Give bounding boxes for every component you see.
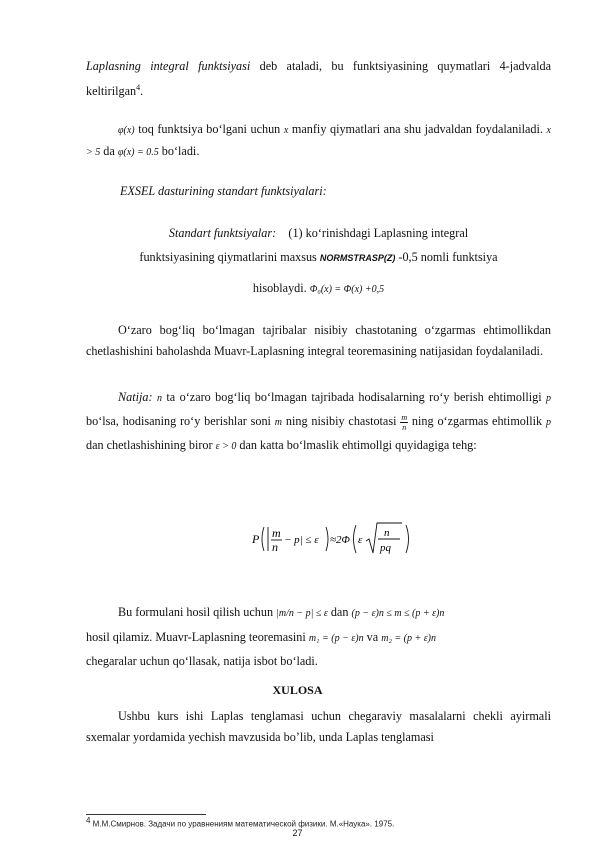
page-number: 27 <box>292 828 303 838</box>
formula-svg <box>250 515 420 563</box>
footnote-separator <box>86 814 206 815</box>
formula-m: m <box>272 526 281 540</box>
math-phi0: Φ₀(x) = Φ(x) +0,5 <box>309 284 385 295</box>
formula-approx: ≈2Φ <box>330 534 350 546</box>
math-m2: m₂ = (p + ε)n <box>381 633 437 644</box>
math-phi-05: φ(x) = 0.5 <box>117 147 159 158</box>
math-phi-x: φ(x) <box>118 125 135 136</box>
paragraph-conclusion: Ushbu kurs ishi Laplas tenglamasi uchun chegaraviy masalalarni chekli ayirmali sxemalar yordamida yechish mavzusida bo’lib, unda Laplas tenglamasi <box>86 709 551 744</box>
math-range: (p − ε)n ≤ m ≤ (p + ε)n <box>351 608 445 619</box>
formula-sqrt-n: n <box>384 527 390 539</box>
formula-n: n <box>272 540 278 554</box>
math-fraction-m-n: $\frac{m}{n}$ <box>401 412 408 432</box>
math-x: x <box>283 125 289 136</box>
paragraph-laplace-integral: Laplasning integral funktsiyasi deb ataladi, bu funktsiyasining quymatlari 4-jadvalda keltirilgan$^4$. <box>86 59 552 99</box>
formula-main <box>250 515 420 568</box>
formula-mid: − p| ≤ ε <box>284 534 319 546</box>
math-x-gt-5: x > 5 <box>86 125 551 158</box>
natija-label: Natija: <box>118 390 153 404</box>
math-inequality: |m/n − p| ≤ ε <box>276 608 328 619</box>
paragraph-odd-function: φ(x) toq funktsiya bo‘lgani uchun x manfiy qiymatlari ana shu jadvaldan foydalaniladi. x > 5 da φ(x) = 0.5 bo‘ladi. <box>86 122 551 158</box>
footnote: $^4$ М.М.Смирнов. Задачи по уравнениям математической физики. М.«Наука». 1975. <box>86 816 395 829</box>
standart-label: Standart funktsiyalar: <box>168 226 277 240</box>
paragraph-proof: Bu formulani hosil qilish uchun |m/n − p| ≤ ε dan (p − ε)n ≤ m ≤ (p + ε)n <box>118 605 445 619</box>
formula-sqrt-pq: pq <box>380 542 391 554</box>
formula-eps: ε <box>358 534 363 546</box>
section-heading-xulosa: XULOSA <box>272 683 323 697</box>
paragraph-proof-cont: hosil qilamiz. Muavr-Laplasning teoremasini m₁ = (p − ε)n va m₂ = (p + ε)n chegaralar uchun qo‘llasak, natija isbot bo‘ladi. <box>86 630 437 668</box>
standart-functions-line2: funktsiyasining qiymatlarini maxsus NORMSTRASP(Z) -0,5 nomli funktsiya <box>139 250 498 264</box>
formula-P: P <box>252 532 260 546</box>
term-laplace-integral: Laplasning integral funktsiyasi <box>86 59 251 73</box>
standart-functions-line1: Standart funktsiyalar: (1) ko‘rinishdagi Laplasning integral <box>168 226 469 240</box>
math-m1: m₁ = (p − ε)n <box>308 633 364 644</box>
standart-functions-line3: hisoblaydi. Φ₀(x) = Φ(x) +0,5 <box>252 281 385 295</box>
footnote-ref[interactable]: 4 <box>136 83 141 92</box>
paragraph-natija: Natija: n ta o‘zaro bog‘liq bo‘lmagan tajribada hodisalarning ro‘y berish ehtimolligi p bo‘lsa, hodisaning ro‘y berishlar soni m ning nisibiy chastotasi $\frac{m}{n}$ ning o‘zgarmas ehtimollik p dan chetlashishining biror ε > 0 dan katta bo‘lmaslik ehtimollgi quyidagiga tehg: <box>86 390 552 452</box>
paragraph-muavr-laplace: O‘zaro bog‘liq bo‘lmagan tajribalar nisibiy chastotaning o‘zgarmas ehtimollikdan chetlashishini baholashda Muavr-Laplasning integral teoremasining natijasidan foydalaniladi. <box>86 323 551 358</box>
math-normstrasp: NORMSTRASP(Z) <box>319 253 396 263</box>
exsel-heading: EXSEL dasturining standart funktsiyalari: <box>120 184 327 198</box>
